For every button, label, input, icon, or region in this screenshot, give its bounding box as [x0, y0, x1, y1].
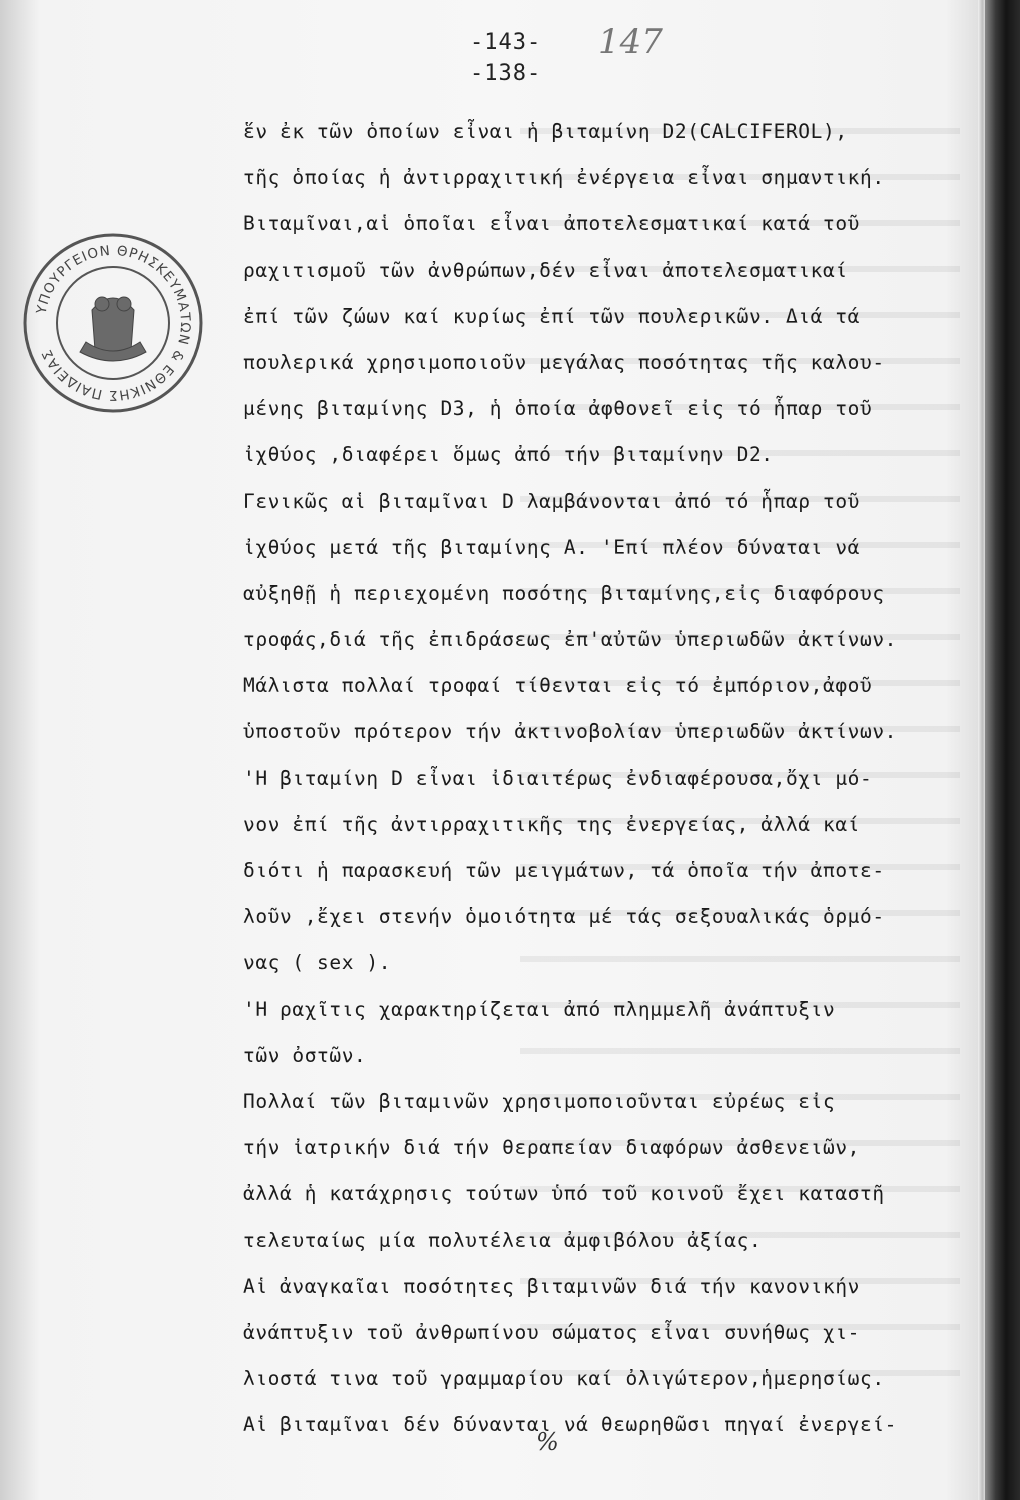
stamp-text: ΥΠΟΥΡΓΕΙΟΝ ΘΡΗΣΚΕΥΜΑΤΩΝ & ΕΘΝΙΚΗΣ ΠΑΙΔΕΙΑΣ: [33, 242, 194, 404]
text-line: λοῦν ,ἔχει στενήν ὁμοιότητα μέ τάς σεξουαλικάς ὁρμό-: [243, 905, 885, 929]
text-line: τροφάς,διά τῆς ἐπιδράσεως ἐπ'αὐτῶν ὑπεριωδῶν ἀκτίνων.: [243, 628, 898, 652]
text-line: Πολλαί τῶν βιταμινῶν χρησιμοποιοῦνται εὐρέως εἰς: [243, 1089, 836, 1113]
text-line: λιοστά τινα τοῦ γραμμαρίου καί ὀλιγώτερον,ἡμερησίως.: [243, 1367, 885, 1391]
text-line: τήν ἰατρικήν διά τήν θεραπείαν διαφόρων ἀσθενειῶν,: [243, 1136, 860, 1160]
text-line: ἐπί τῶν ζώων καί κυρίως ἐπί τῶν πουλερικῶν. Διά τά: [243, 304, 860, 328]
text-line: ραχιτισμοῦ τῶν ἀνθρώπων,δέν εἶναι ἀποτελεσματικαί: [243, 258, 848, 282]
text-line: πουλερικά χρησιμοποιοῦν μεγάλας ποσότητας τῆς καλου-: [243, 350, 885, 374]
footer-mark: %: [536, 1428, 559, 1456]
text-line: 'Η βιταμίνη D εἶναι ἰδιαιτέρως ἐνδιαφέρουσα,ὄχι μό-: [243, 766, 873, 790]
book-binding: [985, 0, 1020, 1500]
body-text: [243, 112, 973, 1451]
text-line: ὑποστοῦν πρότερον τήν ἀκτινοβολίαν ὑπεριωδῶν ἀκτίνων.: [243, 720, 898, 744]
text-line: ἀνάπτυξιν τοῦ ἀνθρωπίνου σώματος εἶναι συνήθως χι-: [243, 1320, 860, 1344]
page-number-old: -138-: [470, 61, 542, 86]
text-line: Γενικῶς αἱ βιταμῖναι D λαμβάνονται ἀπό τό ἧπαρ τοῦ: [243, 489, 860, 513]
text-line: τελευταίως μία πολυτέλεια ἀμφιβόλου ἀξίας.: [243, 1228, 762, 1252]
text-line: νον ἐπί τῆς ἀντιρραχιτικῆς της ἐνεργείας, ἀλλά καί: [243, 812, 860, 836]
text-line: Αἱ βιταμῖναι δέν δύνανται νά θεωρηθῶσι πηγαί ἐνεργεί-: [243, 1413, 898, 1437]
text-line: Βιταμῖναι,αἱ ὁποῖαι εἶναι ἀποτελεσματικαί κατά τοῦ: [243, 212, 860, 236]
text-line: αὐξηθῇ ἡ περιεχομένη ποσότης βιταμίνης,εἰς διαφόρους: [243, 581, 885, 605]
text-line: ἕν ἐκ τῶν ὁποίων εἶναι ἡ βιταμίνη D2(CALCIFEROL),: [243, 120, 848, 143]
text-line: νας ( sex ).: [243, 951, 392, 975]
page-number-handwritten: 147: [598, 22, 663, 62]
text-line: ἰχθύος ,διαφέρει ὅμως ἀπό τήν βιταμίνην D2.: [243, 443, 774, 467]
text-line: ἀλλά ἡ κατάχρησις τούτων ὑπό τοῦ κοινοῦ ἔχει καταστῆ: [243, 1182, 885, 1206]
text-line: διότι ἡ παρασκευή τῶν μειγμάτων, τά ὁποῖα τήν ἀποτε-: [243, 859, 885, 882]
text-line: μένης βιταμίνης D3, ἡ ὁποία ἀφθονεῖ εἰς τό ἧπαρ τοῦ: [243, 397, 873, 421]
text-line: τῶν ὀστῶν.: [243, 1043, 367, 1067]
ministry-stamp: [22, 232, 204, 414]
text-line: Αἱ ἀναγκαῖαι ποσότητες βιταμινῶν διά τήν κανονικήν: [243, 1274, 860, 1298]
text-line: 'Η ραχῖτις χαρακτηρίζεται ἀπό πλημμελῆ ἀνάπτυξιν: [243, 997, 836, 1021]
text-line: ἰχθύος μετά τῆς βιταμίνης Α. 'Επί πλέον δύναται νά: [243, 535, 860, 559]
page-number-block: [470, 22, 670, 86]
page-number-typed: -143-: [470, 30, 542, 55]
text-line: τῆς ὁποίας ἡ ἀντιρραχιτική ἐνέργεια εἶναι σημαντική.: [243, 166, 885, 190]
text-line: Μάλιστα πολλαί τροφαί τίθενται εἰς τό ἐμπόριον,ἀφοῦ: [243, 674, 873, 698]
